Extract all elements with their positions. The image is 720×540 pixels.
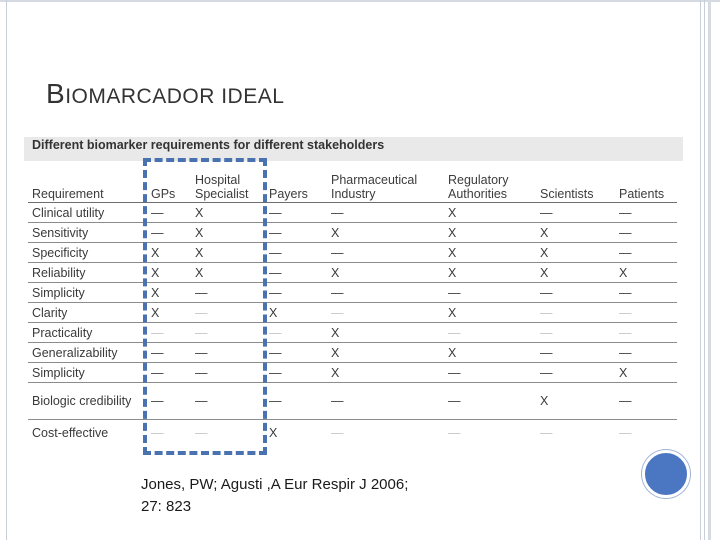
table-cell: X [191,223,265,243]
requirements-table [28,168,677,446]
table-cell: — [265,363,327,383]
column-header: GPs [147,168,191,203]
table-cell: X [444,263,536,283]
slide-nav-circle-button[interactable] [642,450,690,498]
table-cell: X [444,203,536,223]
table-cell: — [191,323,265,343]
requirement-name: Simplicity [28,283,147,303]
table-cell: — [191,383,265,420]
table-cell: — [327,243,444,263]
table-cell: — [448,426,461,440]
column-header: Pharmaceutical Industry [327,168,444,203]
figure-caption: Different biomarker requirements for different stakeholders [32,138,385,152]
table-row [28,363,677,383]
table-cell: — [615,243,677,263]
requirement-name: Reliability [28,263,147,283]
top-border-line [0,0,720,2]
column-header: Scientists [536,168,615,203]
table-cell: — [191,363,265,383]
table-cell: — [615,383,677,420]
table-cell: X [147,263,191,283]
table-cell: — [536,323,615,343]
table-row [28,303,677,323]
table-cell: — [265,243,327,263]
table-cell: X [615,363,677,383]
right-border-line [700,0,701,540]
table-cell: — [619,426,632,440]
table-cell: X [191,243,265,263]
table-cell: — [536,303,615,323]
table-cell: X [615,263,677,283]
table-cell: — [536,203,615,223]
table-row [28,323,677,343]
table-cell: — [327,283,444,303]
table-cell: — [536,363,615,383]
table-cell: — [327,303,444,323]
requirement-name: Biologic credibility [28,383,147,420]
table-row [28,263,677,283]
table-cell: — [444,283,536,303]
table-cell: — [265,323,327,343]
table-cell: X [191,263,265,283]
table-cell: — [536,343,615,363]
requirement-name: Clarity [28,303,147,323]
column-header: Regulatory Authorities [444,168,536,203]
table-row [28,243,677,263]
table-cell: — [540,426,553,440]
table-cell: X [444,343,536,363]
table-cell: — [265,283,327,303]
table-row [28,203,677,223]
slide-title-initial: B [46,78,66,109]
table-cell: — [444,363,536,383]
table-cell: — [331,426,344,440]
table-header-row [28,168,677,203]
table-cell: X [269,426,278,440]
table-cell: X [327,263,444,283]
table-cell: — [191,283,265,303]
table-cell: — [191,303,265,323]
table-cell: X [327,223,444,243]
table-cell: — [615,343,677,363]
table-cell: — [147,343,191,363]
table-cell: — [147,203,191,223]
table-cell: — [615,223,677,243]
table-row [28,383,677,420]
table-cell: — [147,383,191,420]
table-cell: X [147,243,191,263]
table-cell: X [147,303,191,323]
table-cell: X [191,203,265,223]
table-row [28,223,677,243]
left-border-line [6,0,7,540]
table-cell: — [444,323,536,343]
citation-line: Jones, PW; Agusti ,A Eur Respir J 2006; [141,476,409,493]
table-cell: — [147,323,191,343]
citation-line: 27: 823 [141,498,192,515]
requirement-name: Sensitivity [28,223,147,243]
column-header: Hospital Specialist [191,168,265,203]
table-cell: — [327,203,444,223]
table-cell: — [615,203,677,223]
table-cell: X [147,283,191,303]
table-cell: — [536,283,615,303]
table-cell: X [265,303,327,323]
table-cell: — [444,383,536,420]
table-cell: X [444,223,536,243]
column-header: Requirement [28,168,147,203]
table-cell: — [151,426,164,440]
table-cell: X [536,243,615,263]
table-cell: — [265,203,327,223]
table-cell: — [147,223,191,243]
column-header: Patients [615,168,677,203]
table-row [28,343,677,363]
table-cell: — [265,223,327,243]
slide-title-rest: IOMARCADOR IDEAL [65,85,285,108]
table-cell: — [265,263,327,283]
requirement-name: Practicality [28,323,147,343]
table-cell: — [615,323,677,343]
citation [141,474,408,518]
column-header: Payers [265,168,327,203]
table-cell: — [327,383,444,420]
requirement-name: Specificity [28,243,147,263]
table-cell: X [536,383,615,420]
table-cell: — [265,383,327,420]
table-cell: X [536,223,615,243]
table-cell: X [444,243,536,263]
slide-title [46,76,284,108]
requirement-name: Generalizability [28,343,147,363]
table-cell: — [195,426,208,440]
table-cell: X [327,363,444,383]
table-cell: — [147,363,191,383]
table-cell: — [191,343,265,363]
table-row [28,283,677,303]
table-cell: X [536,263,615,283]
table-cell: — [615,283,677,303]
table-cell: — [265,343,327,363]
table-cell: — [615,303,677,323]
table-row [28,420,677,447]
table-cell: X [444,303,536,323]
table-cell: X [327,343,444,363]
right-border-line [708,0,711,540]
right-border-line [704,0,705,540]
table-cell: X [327,323,444,343]
requirement-name: Simplicity [28,363,147,383]
requirement-name: Cost-effective [32,426,109,440]
requirement-name: Clinical utility [28,203,147,223]
